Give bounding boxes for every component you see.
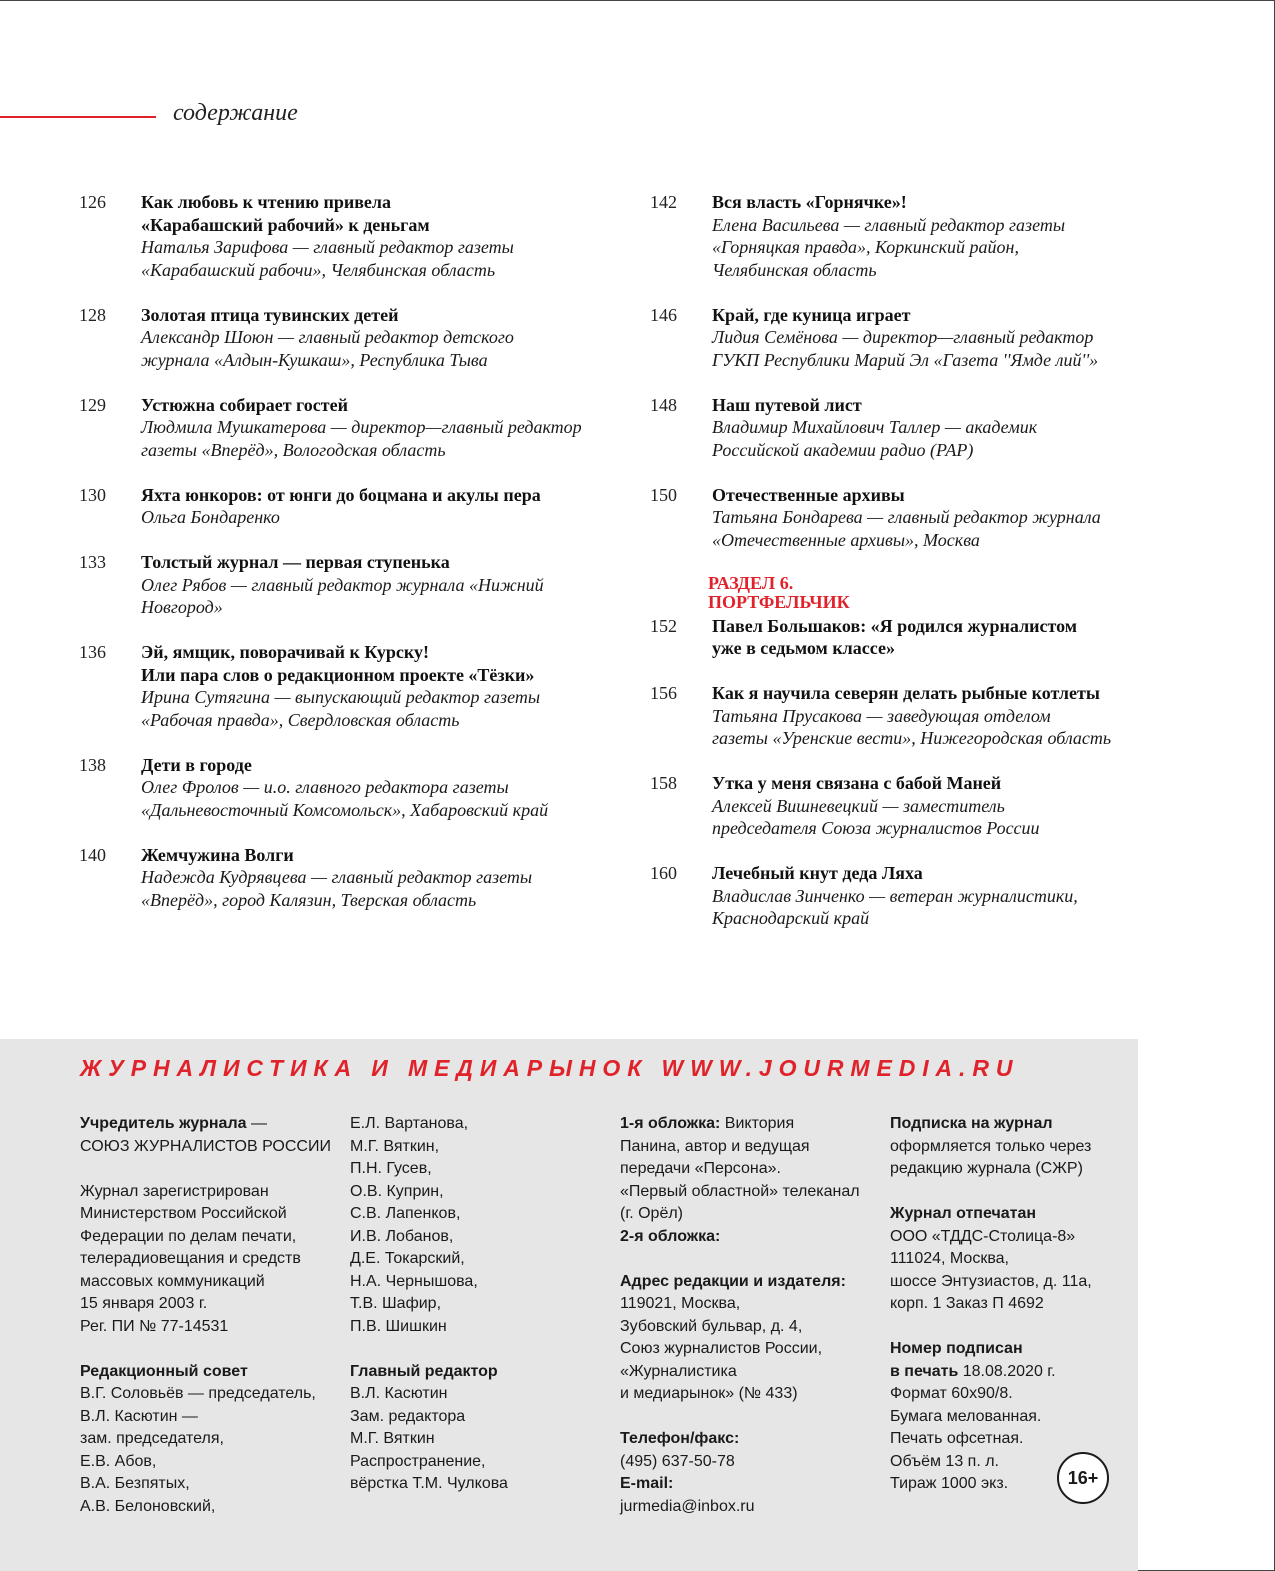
toc-page-number: 133 — [79, 552, 106, 572]
imprint-line: В.Г. Соловьёв — председатель, — [80, 1385, 316, 1402]
cover1-label: 1-я обложка: — [620, 1115, 721, 1132]
imprint-line: зам. председателя, — [80, 1430, 224, 1447]
toc-page-number: 140 — [79, 844, 106, 865]
toc-page-number: 158 — [650, 773, 677, 793]
toc-entry — [650, 304, 1210, 372]
toc-entry-author: «Рабочая правда», Свердловская область — [141, 709, 460, 730]
toc-entry-title: Край, где куница играет — [712, 304, 911, 325]
toc-entry-author: Лидия Семёнова — директор—главный редактор — [712, 327, 1094, 347]
signed-label-2: в печать — [890, 1362, 959, 1380]
toc-entry-author: Алексей Вишневецкий — заместитель — [712, 795, 1005, 816]
toc-entry — [79, 304, 639, 372]
section-heading — [650, 574, 1210, 613]
imprint-line: В.Л. Касютин — — [80, 1407, 198, 1425]
imprint-line: В.А. Безпятых, — [80, 1475, 190, 1492]
imprint-line: Журнал зарегистрирован — [80, 1182, 269, 1200]
imprint-line: 111024, Москва, — [890, 1250, 1009, 1267]
imprint-line: 15 января 2003 г. — [80, 1295, 208, 1312]
toc-entry — [650, 191, 1210, 281]
toc-entry-author: «Дальневосточный Комсомольск», Хабаровский край — [141, 799, 549, 820]
toc-entry-author: Челябинская область — [712, 259, 877, 280]
cover1-line-1: Панина, автор и ведущая — [620, 1137, 810, 1155]
age-rating-badge: 16+ — [1057, 1452, 1109, 1504]
email-label: E-mail: — [620, 1475, 674, 1492]
imprint-line: М.Г. Вяткин — [350, 1430, 435, 1447]
imprint-line: ООО «ТДДС-Столица-8» — [890, 1227, 1076, 1245]
toc-entry — [79, 641, 639, 731]
toc-entry-author: Татьяна Прусакова — заведующая отделом — [712, 705, 1051, 726]
imprint-line: корп. 1 Заказ П 4692 — [890, 1295, 1044, 1312]
toc-entry-author: «Горняцкая правда», Коркинский район, — [712, 237, 1019, 257]
imprint-line: «Журналистика — [620, 1362, 737, 1380]
toc-page-number: 126 — [79, 192, 106, 212]
toc-entry-title: Яхта юнкоров: от юнги до боцмана и акулы пера — [141, 484, 541, 505]
printed-list — [890, 1226, 1140, 1316]
imprint-line: П.Н. Гусев, — [350, 1160, 432, 1177]
signed-date: 18.08.2020 г. — [958, 1362, 1056, 1380]
toc-page-number: 156 — [650, 683, 677, 703]
toc-entry — [79, 754, 639, 822]
imprint-line: Зам. редактора — [350, 1407, 466, 1425]
imprint-line: массовых коммуникаций — [80, 1272, 265, 1290]
signed-label: Номер подписан — [890, 1340, 1023, 1357]
phone-label: Телефон/факс: — [620, 1430, 740, 1447]
imprint-line: Бумага мелованная. — [890, 1407, 1042, 1425]
toc-entry — [650, 394, 1210, 462]
section-heading-line: ПОРТФЕЛЬЧИК — [708, 592, 850, 612]
toc-page-number: 128 — [79, 304, 106, 325]
toc-entry-author: Олег Фролов — и.о. главного редактора газеты — [141, 777, 509, 797]
toc-entry-title: Толстый журнал — первая ступенька — [141, 552, 450, 572]
toc-entry-title: Лечебный кнут деда Ляха — [712, 863, 923, 883]
printed-label: Журнал отпечатан — [890, 1205, 1037, 1222]
toc-entry — [650, 682, 1210, 750]
council-label: Редакционный совет — [80, 1362, 248, 1380]
toc-entry-author: Елена Васильева — главный редактор газеты — [712, 214, 1066, 235]
toc-entry-title: Золотая птица тувинских детей — [141, 304, 399, 325]
page-title: содержание — [173, 100, 298, 126]
imprint-line: Распространение, — [350, 1452, 486, 1470]
toc-entry — [79, 551, 639, 619]
imprint-line: Зубовский бульвар, д. 4, — [620, 1317, 803, 1335]
imprint-line: О.В. Куприн, — [350, 1182, 444, 1200]
toc-left-column — [79, 191, 639, 934]
toc-entry — [79, 394, 639, 462]
cover1-line-2: передачи «Персона». — [620, 1160, 781, 1177]
toc-entry-title: Павел Большаков: «Я родился журналистом — [712, 615, 1078, 636]
toc-right-column — [650, 191, 1210, 952]
toc-entry — [650, 615, 1210, 660]
toc-page-number: 146 — [650, 304, 677, 325]
imprint-line: М.Г. Вяткин, — [350, 1137, 440, 1155]
toc-entry-author: Владимир Михайлович Таллер — академик — [712, 417, 1038, 437]
toc-page-number: 148 — [650, 394, 677, 415]
toc-page-number: 142 — [650, 192, 677, 212]
cover1-line-0: Виктория — [720, 1115, 795, 1132]
imprint-line: телерадиовещания и средств — [80, 1250, 301, 1267]
toc-entry-title: Жемчужина Волги — [141, 844, 294, 865]
toc-entry-title: Отечественные архивы — [712, 484, 905, 505]
toc-entry-author: газеты «Вперёд», Вологодская область — [141, 439, 446, 460]
imprint-line: оформляется только через — [890, 1137, 1092, 1155]
toc-entry-author: Татьяна Бондарева — главный редактор журнала — [712, 507, 1101, 527]
imprint-line: А.В. Белоновский, — [80, 1497, 216, 1515]
toc-entry — [650, 484, 1210, 552]
address-label: Адрес редакции и издателя: — [620, 1272, 846, 1290]
toc-page-number: 138 — [79, 754, 106, 775]
imprint-line: Н.А. Чернышова, — [350, 1272, 478, 1290]
imprint-column-contacts — [620, 1113, 880, 1518]
toc-entry — [79, 191, 639, 281]
toc-entry-title: Утка у меня связана с бабой Маней — [712, 773, 1002, 793]
toc-entry-author: Надежда Кудрявцева — главный редактор газеты — [141, 867, 533, 887]
cover2-label: 2-я обложка: — [620, 1227, 721, 1245]
cover1-line-4: (г. Орёл) — [620, 1205, 684, 1222]
toc-entry-author: Ирина Сутягина — выпускающий редактор газеты — [141, 687, 541, 707]
email-value: jurmedia@inbox.ru — [620, 1497, 755, 1515]
toc-page-number: 160 — [650, 863, 677, 883]
founder-label: Учредитель журнала — [80, 1115, 247, 1132]
toc-entry-title: уже в седьмом классе» — [712, 638, 895, 658]
toc-entry-author: Наталья Зарифова — главный редактор газеты — [141, 237, 514, 257]
founder-dash: — — [246, 1115, 267, 1132]
imprint-line: Федерации по делам печати, — [80, 1227, 297, 1245]
toc-entry-title: Как любовь к чтению привела — [141, 192, 392, 212]
toc-page-number: 129 — [79, 394, 106, 415]
address-list — [620, 1293, 880, 1406]
journal-banner: ЖУРНАЛИСТИКА И МЕДИАРЫНОК WWW.JOURMEDIA.RU — [80, 1055, 1020, 1081]
toc-entry-title: Как я научила северян делать рыбные котлеты — [712, 683, 1100, 703]
imprint-line: Министерством Российской — [80, 1205, 287, 1222]
toc-entry-title: Эй, ямщик, поворачивай к Курску! — [141, 642, 430, 662]
section-heading-line: РАЗДЕЛ 6. — [708, 572, 794, 593]
toc-entry-author: Александр Шоюн — главный редактор детского — [141, 327, 514, 347]
toc-page-number: 150 — [650, 484, 677, 505]
toc-entry-title: Вся власть «Горнячке»! — [712, 192, 907, 212]
imprint-line: Т.В. Шафир, — [350, 1295, 442, 1312]
toc-entry-author: «Карабашский рабочи», Челябинская область — [141, 259, 496, 280]
subscription-list — [890, 1136, 1140, 1181]
toc-entry-title: Дети в городе — [141, 754, 252, 775]
imprint-line: С.В. Лапенков, — [350, 1205, 461, 1222]
imprint-line: Рег. ПИ № 77-14531 — [80, 1317, 229, 1335]
imprint-column-printing — [890, 1113, 1140, 1496]
toc-page-number: 130 — [79, 484, 106, 505]
toc-entry-author: Российской академии радио (РАР) — [712, 439, 974, 460]
toc-entry-author: Владислав Зинченко — ветеран журналистики, — [712, 885, 1078, 906]
cover1-line-3: «Первый областной» телеканал — [620, 1182, 860, 1200]
imprint-line: Печать офсетная. — [890, 1430, 1024, 1447]
toc-page-number: 136 — [79, 642, 106, 662]
toc-entry-author: ГУКП Республики Марий Эл «Газета ''Ямде лий''» — [712, 349, 1099, 370]
imprint-line: Д.Е. Токарский, — [350, 1250, 465, 1267]
imprint-column-council — [350, 1113, 610, 1496]
imprint-line: И.В. Лобанов, — [350, 1227, 454, 1245]
toc-entry — [79, 844, 639, 912]
toc-entry-author: Олег Рябов — главный редактор журнала «Нижний — [141, 574, 544, 595]
toc-entry-title: Или пара слов о редакционном проекте «Тёзки» — [141, 664, 535, 685]
imprint-line: Е.Л. Вартанова, — [350, 1115, 469, 1132]
subscription-label: Подписка на журнал — [890, 1115, 1053, 1132]
imprint-line: Союз журналистов России, — [620, 1340, 823, 1357]
toc-entry-author: «Вперёд», город Калязин, Тверская область — [141, 889, 477, 910]
toc-entry-author: журнала «Алдын-Кушкаш», Республика Тыва — [141, 349, 488, 370]
imprint-column-founder — [80, 1113, 340, 1518]
toc-entry — [79, 484, 639, 529]
toc-entry-title: Устюжна собирает гостей — [141, 394, 348, 415]
editor-label: Главный редактор — [350, 1362, 498, 1380]
phone-value: (495) 637-50-78 — [620, 1452, 735, 1470]
header-red-rule — [0, 116, 156, 118]
imprint-line: вёрстка Т.М. Чулкова — [350, 1475, 508, 1492]
imprint-line: Объём 13 п. л. — [890, 1452, 999, 1470]
toc-entry-author: Краснодарский край — [712, 908, 870, 928]
imprint-line: В.Л. Касютин — [350, 1385, 448, 1402]
toc-entry — [650, 862, 1210, 930]
toc-entry-author: Людмила Мушкатерова — директор—главный редактор — [141, 417, 582, 437]
editor-list — [350, 1383, 610, 1496]
imprint-line: Тираж 1000 экз. — [890, 1475, 1009, 1492]
imprint-line: и медиарынок» (№ 433) — [620, 1385, 798, 1402]
toc-entry-author: Новгород» — [141, 597, 223, 617]
toc-entry-title: «Карабашский рабочий» к деньгам — [141, 214, 430, 235]
toc-entry-author: председателя Союза журналистов России — [712, 818, 1040, 838]
imprint-line: 119021, Москва, — [620, 1295, 741, 1312]
toc-entry-author: Ольга Бондаренко — [141, 507, 280, 527]
registration-info — [80, 1181, 340, 1339]
toc-entry-title: Наш путевой лист — [712, 394, 862, 415]
imprint-line: П.В. Шишкин — [350, 1317, 447, 1335]
toc-entry-author: газеты «Уренские вести», Нижегородская область — [712, 728, 1112, 748]
toc-entry-author: «Отечественные архивы», Москва — [712, 529, 980, 550]
imprint-line: шоссе Энтузиастов, д. 11а, — [890, 1272, 1092, 1290]
toc-page-number: 152 — [650, 615, 677, 636]
founder-name: СОЮЗ ЖУРНАЛИСТОВ РОССИИ — [80, 1137, 331, 1155]
imprint-line: Е.В. Абов, — [80, 1452, 157, 1470]
imprint-line: Формат 60х90/8. — [890, 1385, 1013, 1402]
imprint-line: редакцию журнала (СЖР) — [890, 1160, 1083, 1177]
council-list-continued — [350, 1113, 610, 1338]
council-list — [80, 1383, 340, 1518]
toc-entry — [650, 772, 1210, 840]
